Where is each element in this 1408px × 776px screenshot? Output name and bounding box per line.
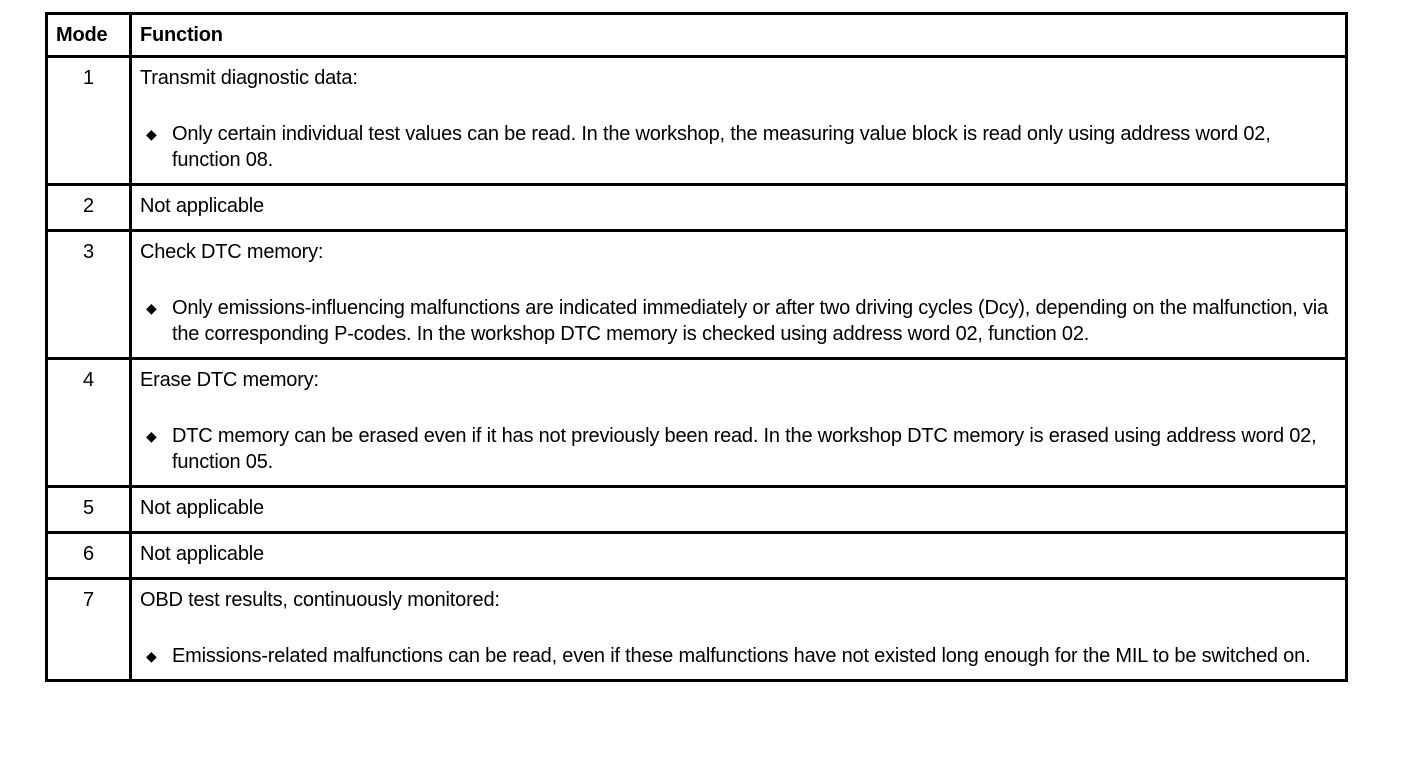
diamond-bullet-icon: ◆ (146, 428, 157, 444)
function-title: OBD test results, continuously monitored: (140, 589, 500, 611)
mode-function-table-container (45, 12, 1345, 682)
function-bullet (140, 121, 1337, 173)
mode-cell: 6 (47, 533, 131, 579)
mode-column-header: Mode (47, 14, 131, 57)
function-bullet (140, 295, 1337, 347)
function-cell (131, 487, 1347, 533)
table-row (47, 185, 1347, 231)
mode-cell: 2 (47, 185, 131, 231)
diamond-bullet-icon: ◆ (146, 300, 157, 316)
diamond-bullet-icon: ◆ (146, 126, 157, 142)
function-bullet (140, 643, 1337, 669)
function-cell (131, 533, 1347, 579)
bullet-text: Emissions-related malfunctions can be read, even if these malfunctions have not existed long enough for the MIL to be switched on. (172, 645, 1311, 667)
table-row (47, 231, 1347, 359)
table-row (47, 533, 1347, 579)
function-title: Transmit diagnostic data: (140, 67, 358, 89)
mode-cell: 5 (47, 487, 131, 533)
table-row (47, 359, 1347, 487)
mode-cell: 3 (47, 231, 131, 359)
function-cell (131, 185, 1347, 231)
function-cell (131, 579, 1347, 681)
function-cell (131, 359, 1347, 487)
table-row (47, 57, 1347, 185)
mode-function-table (45, 12, 1348, 682)
header-row (47, 14, 1347, 57)
mode-cell: 1 (47, 57, 131, 185)
mode-cell: 7 (47, 579, 131, 681)
function-title: Not applicable (140, 195, 264, 217)
diamond-bullet-icon: ◆ (146, 648, 157, 664)
function-title: Not applicable (140, 543, 264, 565)
bullet-text: Only emissions-influencing malfunctions are indicated immediately or after two driving cycles (Dcy), depending on the malfunction, via the corresponding P-codes. In the workshop DTC memory is checked using address word 02, function 02. (172, 297, 1328, 345)
bullet-text: Only certain individual test values can be read. In the workshop, the measuring value block is read only using address word 02, function 08. (172, 123, 1271, 171)
function-title: Check DTC memory: (140, 241, 324, 263)
mode-cell: 4 (47, 359, 131, 487)
table-row (47, 487, 1347, 533)
function-column-header: Function (131, 14, 1347, 57)
function-title: Not applicable (140, 497, 264, 519)
function-bullet (140, 423, 1337, 475)
table-row (47, 579, 1347, 681)
function-cell (131, 57, 1347, 185)
function-cell (131, 231, 1347, 359)
bullet-text: DTC memory can be erased even if it has not previously been read. In the workshop DTC memory is erased using address word 02, function 05. (172, 425, 1317, 473)
function-title: Erase DTC memory: (140, 369, 319, 391)
